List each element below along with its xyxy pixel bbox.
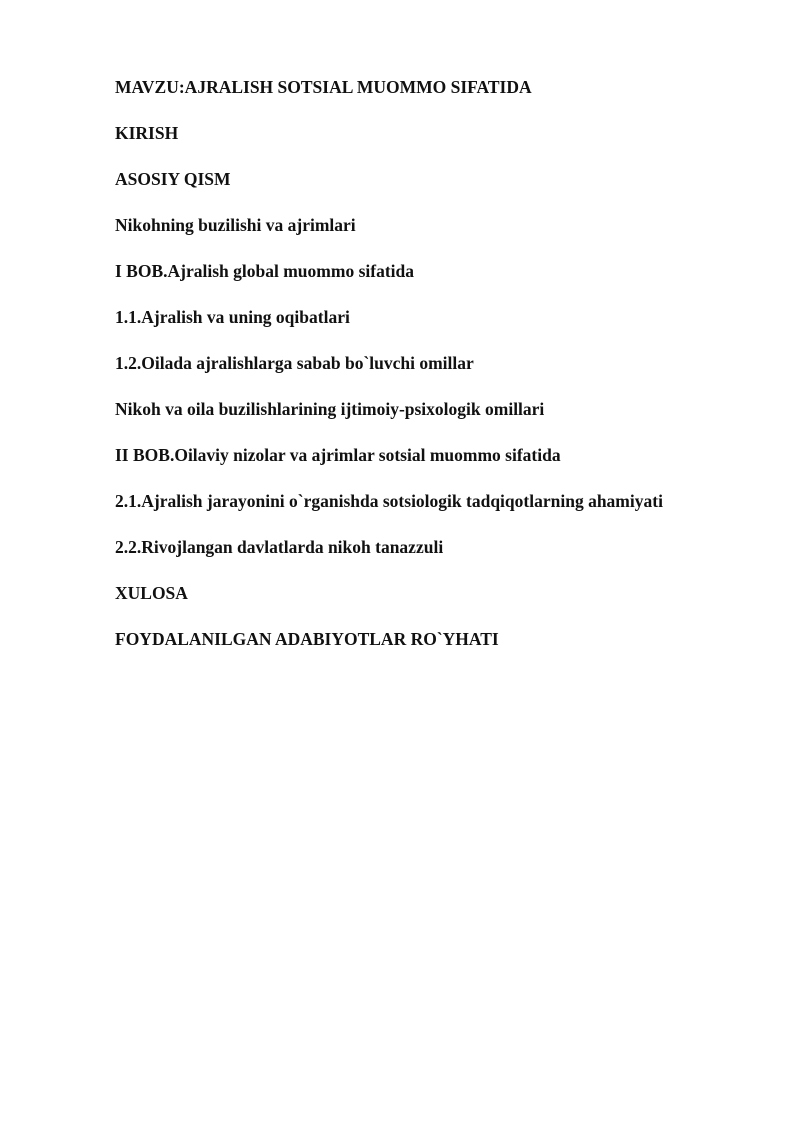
toc-item-introduction: KIRISH (115, 123, 179, 143)
topic-title: MAVZU:AJRALISH SOTSIAL MUOMMO SIFATIDA (115, 77, 532, 97)
toc-item-section-2-2: 2.2.Rivojlangan davlatlarda nikoh tanazzuli (115, 537, 444, 557)
toc-item-conclusion: XULOSA (115, 583, 188, 603)
toc-item: Nikoh va oila buzilishlarining ijtimoiy-psixologik omillari (115, 399, 545, 419)
toc-item-chapter-1: I BOB.Ajralish global muommo sifatida (115, 261, 414, 281)
toc-item-references: FOYDALANILGAN ADABIYOTLAR RO`YHATI (115, 629, 499, 649)
toc-item: Nikohning buzilishi va ajrimlari (115, 215, 356, 235)
table-of-contents (115, 76, 663, 674)
toc-item-main-part: ASOSIY QISM (115, 169, 231, 189)
toc-item-section-1-1: 1.1.Ajralish va uning oqibatlari (115, 307, 350, 327)
toc-item-chapter-2: II BOB.Oilaviy nizolar va ajrimlar sotsial muommo sifatida (115, 445, 561, 465)
toc-item-section-2-1: 2.1.Ajralish jarayonini o`rganishda sotsiologik tadqiqotlarning ahamiyati (115, 491, 663, 511)
toc-item-section-1-2: 1.2.Oilada ajralishlarga sabab bo`luvchi omillar (115, 353, 474, 373)
